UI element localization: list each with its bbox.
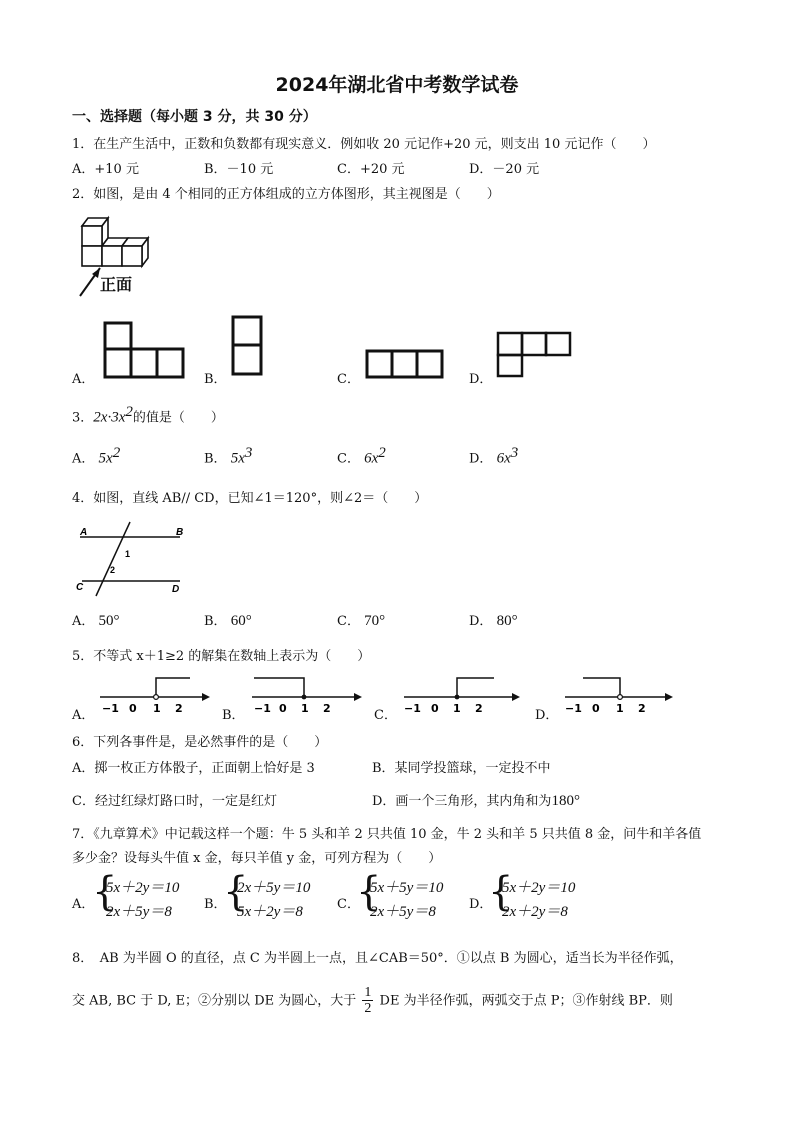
tick-neg1: −1 bbox=[565, 702, 582, 715]
q6-option-b[interactable]: B．某同学投篮球，一定投不中 bbox=[372, 761, 551, 776]
tick-neg1: −1 bbox=[254, 702, 271, 715]
q4-option-a[interactable] bbox=[72, 610, 120, 630]
tick-0: 0 bbox=[129, 702, 137, 715]
q7-c-eq1: 5x＋5y＝10 bbox=[370, 880, 444, 896]
q1-option-a[interactable]: A．+10 元 bbox=[72, 162, 139, 177]
q3-option-a[interactable] bbox=[72, 445, 120, 467]
label-a: A bbox=[80, 527, 88, 538]
q3-d-value: 6x bbox=[496, 450, 511, 467]
tick-0: 0 bbox=[279, 702, 287, 715]
tick-1: 1 bbox=[301, 702, 309, 715]
q3-option-d[interactable] bbox=[469, 445, 518, 467]
tick-2: 2 bbox=[475, 702, 483, 715]
q5-option-b[interactable]: B． bbox=[222, 708, 245, 723]
q3-option-b[interactable] bbox=[204, 445, 252, 467]
q2-option-b-figure bbox=[232, 316, 264, 378]
q5-number-line-c bbox=[402, 672, 524, 714]
label-angle-1: 1 bbox=[125, 549, 131, 559]
q8-fraction bbox=[362, 985, 373, 1017]
tick-0: 0 bbox=[592, 702, 600, 715]
q7-c-brace: { bbox=[356, 869, 382, 915]
q6-option-a[interactable]: A．掷一枚正方体骰子，正面朝上恰好是 3 bbox=[72, 761, 315, 776]
q6-d-value: 180° bbox=[551, 793, 580, 809]
q4-c-value: 70° bbox=[364, 613, 386, 629]
q4-d-value: 80° bbox=[496, 613, 518, 629]
q4-a-letter: A． bbox=[72, 614, 95, 629]
tick-neg1: −1 bbox=[404, 702, 421, 715]
q8-line2-end: DE 为半径作弧，两弧交于点 P；③作射线 BP．则 bbox=[379, 993, 673, 1009]
q7-d-eq1: 5x＋2y＝10 bbox=[502, 880, 576, 896]
q3-a-letter: A． bbox=[72, 451, 95, 467]
q2-option-c-figure bbox=[366, 350, 446, 380]
q3-tail: 的值是（ ） bbox=[132, 410, 224, 426]
question-5-text: 5．不等式 x＋1≥2 的解集在数轴上表示为（ ） bbox=[72, 649, 371, 664]
q3-a-value: 5x bbox=[98, 450, 113, 467]
q7-c-eq2: 2x＋5y＝8 bbox=[370, 904, 436, 920]
q5-number-line-d bbox=[563, 672, 678, 714]
q5-number-line-a bbox=[98, 672, 213, 714]
q2-option-d-figure bbox=[497, 332, 573, 378]
q7-a-eq1: 5x＋2y＝10 bbox=[106, 880, 180, 896]
label-c: C bbox=[76, 582, 84, 593]
q4-a-value: 50° bbox=[98, 613, 120, 629]
q3-b-value: 5x bbox=[230, 450, 245, 467]
q3-expression: 2x·3x bbox=[93, 409, 126, 426]
tick-1: 1 bbox=[616, 702, 624, 715]
q3-d-letter: D． bbox=[469, 451, 493, 467]
q5-option-a[interactable]: A． bbox=[72, 708, 95, 723]
question-7-line2: 多少金？设每头牛值 x 金，每只羊值 y 金，可列方程为（ ） bbox=[72, 851, 442, 866]
q5-option-d[interactable]: D． bbox=[535, 708, 559, 723]
q7-b-eq1: 2x＋5y＝10 bbox=[237, 880, 311, 896]
q6-option-c[interactable]: C．经过红绿灯路口时，一定是红灯 bbox=[72, 794, 277, 809]
q6-option-d[interactable] bbox=[372, 790, 580, 810]
question-6-text: 6．下列各事件是，是必然事件的是（ ） bbox=[72, 735, 328, 750]
q2-option-d[interactable]: D． bbox=[469, 372, 493, 387]
q4-c-letter: C． bbox=[337, 614, 360, 629]
q2-option-a-figure bbox=[104, 322, 186, 380]
q1-option-b[interactable]: B．－10 元 bbox=[204, 162, 274, 177]
q7-option-a[interactable]: A． bbox=[72, 897, 95, 912]
q3-c-letter: C． bbox=[337, 451, 360, 467]
tick-2: 2 bbox=[323, 702, 331, 715]
q3-option-c[interactable] bbox=[337, 445, 386, 467]
label-d: D bbox=[172, 584, 180, 595]
q5-number-line-b bbox=[250, 672, 365, 714]
q3-b-exp: 3 bbox=[244, 445, 253, 461]
q7-option-b[interactable]: B． bbox=[204, 897, 227, 912]
q2-option-b[interactable]: B． bbox=[204, 372, 227, 387]
front-view-label: 正面 bbox=[100, 275, 133, 294]
q4-option-c[interactable] bbox=[337, 610, 385, 630]
q3-c-exp: 2 bbox=[378, 445, 386, 461]
q7-a-brace: { bbox=[92, 869, 118, 915]
page-title: 2024年湖北省中考数学试卷 bbox=[275, 74, 519, 96]
q7-option-d[interactable]: D． bbox=[469, 897, 493, 912]
q4-b-letter: B． bbox=[204, 614, 227, 629]
q3-a-exp: 2 bbox=[112, 445, 121, 461]
q8-frac-denominator: 2 bbox=[364, 1001, 372, 1017]
q5-option-c[interactable]: C． bbox=[374, 708, 397, 723]
q7-b-brace: { bbox=[223, 869, 249, 915]
tick-1: 1 bbox=[453, 702, 461, 715]
q2-option-c[interactable]: C． bbox=[337, 372, 360, 387]
q7-a-eq2: 2x＋5y＝8 bbox=[106, 904, 172, 920]
q3-b-letter: B． bbox=[204, 451, 227, 467]
question-2-text: 2．如图，是由 4 个相同的正方体组成的立方体图形，其主视图是（ ） bbox=[72, 187, 500, 202]
tick-0: 0 bbox=[431, 702, 439, 715]
q7-d-eq2: 2x＋2y＝8 bbox=[502, 904, 568, 920]
q6-d-text: D．画一个三角形，其内角和为 bbox=[372, 794, 552, 809]
question-8-line1: 8． AB 为半圆 O 的直径，点 C 为半圆上一点，且∠CAB＝50°．①以点 B 为圆心，适当长为半径作弧， bbox=[72, 951, 683, 966]
q7-d-brace: { bbox=[488, 869, 514, 915]
q2-option-a[interactable]: A． bbox=[72, 372, 95, 387]
q8-line2-start: 交 AB, BC 于 D, E；②分别以 DE 为圆心，大于 bbox=[72, 993, 357, 1009]
section-heading: 一、选择题（每小题 3 分，共 30 分） bbox=[72, 109, 317, 125]
q1-option-c[interactable]: C．+20 元 bbox=[337, 162, 405, 177]
q7-option-c[interactable]: C． bbox=[337, 897, 360, 912]
q4-b-value: 60° bbox=[230, 613, 252, 629]
q4-option-d[interactable] bbox=[469, 610, 518, 630]
question-4-text: 4．如图，直线 AB// CD，已知∠1＝120°，则∠2＝（ ） bbox=[72, 491, 428, 506]
question-3-text bbox=[72, 404, 224, 426]
question-1-text: 1．在生产生活中，正数和负数都有现实意义．例如收 20 元记作+20 元，则支出 10 元记作（ ） bbox=[72, 137, 656, 152]
question-8-line2 bbox=[72, 985, 673, 1017]
tick-1: 1 bbox=[153, 702, 161, 715]
q4-option-b[interactable] bbox=[204, 610, 252, 630]
q3-exponent: 2 bbox=[125, 404, 133, 420]
q8-frac-numerator: 1 bbox=[364, 985, 372, 1000]
q7-b-eq2: 5x＋2y＝8 bbox=[237, 904, 303, 920]
parallel-lines-figure bbox=[72, 520, 192, 600]
tick-neg1: −1 bbox=[102, 702, 119, 715]
tick-2: 2 bbox=[175, 702, 183, 715]
tick-2: 2 bbox=[638, 702, 646, 715]
q3-d-exp: 3 bbox=[510, 445, 519, 461]
question-7-line1: 7．《九章算术》中记载这样一个题：牛 5 头和羊 2 只共值 10 金，牛 2 头和羊 5 只共值 8 金，问牛和羊各值 bbox=[72, 827, 702, 842]
q3-number: 3． bbox=[72, 410, 94, 426]
label-angle-2: 2 bbox=[110, 565, 116, 575]
q3-c-value: 6x bbox=[364, 450, 379, 467]
q4-d-letter: D． bbox=[469, 614, 493, 629]
label-b: B bbox=[176, 527, 184, 538]
q1-option-d[interactable]: D．－20 元 bbox=[469, 162, 540, 177]
